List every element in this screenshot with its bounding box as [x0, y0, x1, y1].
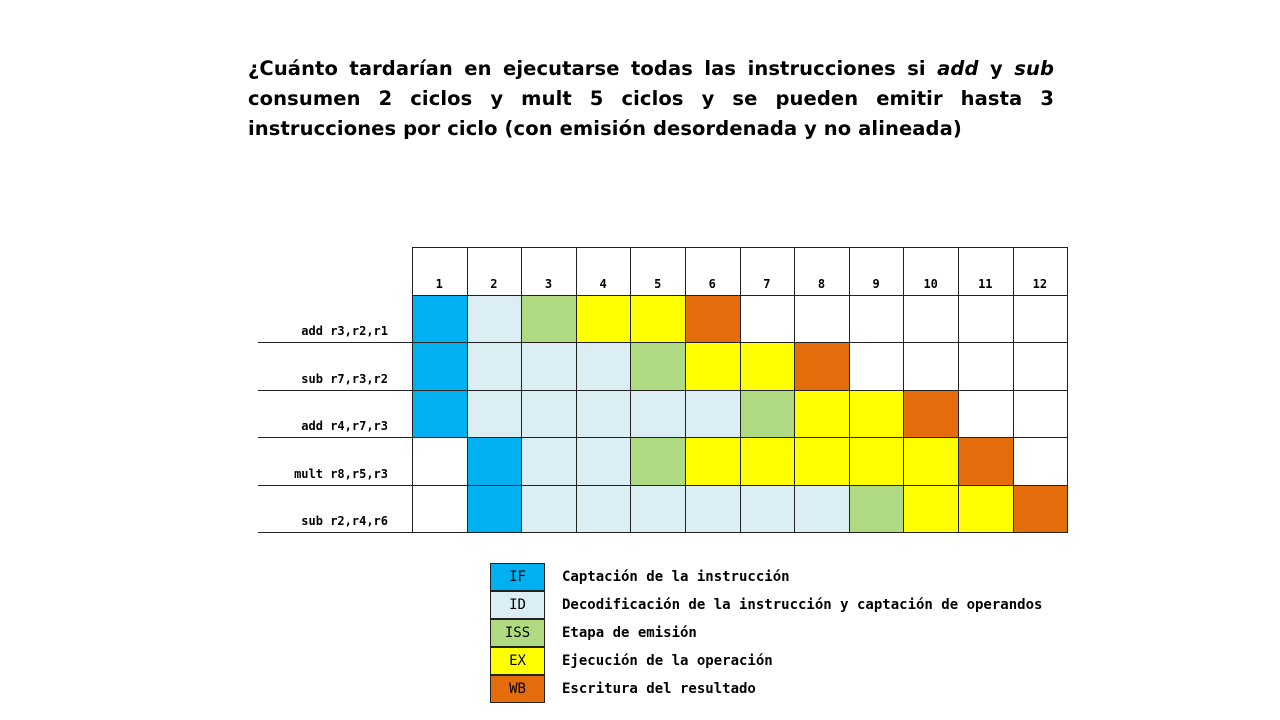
stage-cell-id	[521, 485, 577, 533]
cycle-header-12: 12	[1032, 277, 1048, 291]
stage-cell-id	[740, 485, 796, 533]
stage-cell-ex	[903, 437, 959, 485]
stage-cell-empty	[1013, 390, 1069, 438]
instruction-label: add r3,r2,r1	[301, 324, 388, 339]
stage-cell-id	[467, 342, 523, 390]
legend-swatch-if: IF	[490, 563, 545, 591]
stage-cell-id	[630, 390, 686, 438]
stage-cell-ex	[576, 295, 632, 343]
stage-cell-id	[685, 485, 741, 533]
cycle-header-4: 4	[599, 277, 607, 291]
stage-cell-id	[576, 342, 632, 390]
stage-cell-iss	[849, 485, 905, 533]
stage-cell-ex	[849, 437, 905, 485]
stage-cell-empty	[958, 342, 1014, 390]
stage-cell-ex	[685, 342, 741, 390]
stage-cell-if	[412, 295, 468, 343]
stage-cell-id	[794, 485, 850, 533]
stage-cell-id	[467, 390, 523, 438]
legend-swatch-wb: WB	[490, 675, 545, 703]
stage-cell-iss	[630, 437, 686, 485]
header-grid-line	[1013, 247, 1014, 295]
stage-cell-empty	[958, 390, 1014, 438]
stage-cell-ex	[849, 390, 905, 438]
cycle-header-6: 6	[708, 277, 716, 291]
cycle-header-5: 5	[654, 277, 662, 291]
stage-cell-empty	[740, 295, 796, 343]
legend-description: Ejecución de la operación	[562, 653, 773, 669]
stage-cell-id	[521, 437, 577, 485]
stage-cell-iss	[521, 295, 577, 343]
stage-cell-empty	[958, 295, 1014, 343]
instruction-label: sub r7,r3,r2	[301, 371, 388, 386]
stage-cell-iss	[740, 390, 796, 438]
header-grid-line	[521, 247, 522, 295]
question-part-3: consumen 2 ciclos y mult 5 ciclos y se pueden emitir hasta 3 instrucciones por ciclo (con emisión desordenada y no alineada)	[248, 87, 1054, 140]
header-grid-line	[740, 247, 741, 295]
stage-cell-id	[467, 295, 523, 343]
legend-description: Decodificación de la instrucción y captación de operandos	[562, 597, 1043, 613]
cycle-header-3: 3	[544, 277, 553, 291]
stage-cell-ex	[794, 390, 850, 438]
cycle-header-8: 8	[817, 277, 826, 291]
label-underline	[258, 437, 412, 438]
cycle-header-2: 2	[490, 277, 498, 291]
header-grid-line	[467, 247, 468, 295]
header-grid-line	[576, 247, 577, 295]
stage-cell-wb	[958, 437, 1014, 485]
stage-cell-ex	[630, 295, 686, 343]
legend-swatch-ex: EX	[490, 647, 545, 675]
stage-cell-ex	[903, 485, 959, 533]
label-underline	[258, 390, 412, 391]
instruction-label: mult r8,r5,r3	[294, 466, 388, 481]
header-grid-line	[958, 247, 959, 295]
label-underline	[258, 532, 412, 533]
stage-cell-empty	[1013, 437, 1069, 485]
instruction-label: add r4,r7,r3	[301, 419, 388, 434]
stage-cell-id	[576, 390, 632, 438]
stage-cell-empty	[849, 295, 905, 343]
label-underline	[258, 342, 412, 343]
stage-cell-wb	[1013, 485, 1069, 533]
stage-cell-id	[576, 437, 632, 485]
cycle-header-1: 1	[435, 277, 443, 291]
stage-cell-id	[521, 342, 577, 390]
stage-cell-id	[521, 390, 577, 438]
question-part-2: y	[978, 57, 1015, 80]
legend-swatch-iss: ISS	[490, 619, 545, 647]
question-text	[248, 54, 1054, 144]
legend-description: Escritura del resultado	[562, 681, 756, 697]
cycle-header-9: 9	[872, 277, 880, 291]
stage-cell-if	[467, 437, 523, 485]
stage-cell-empty	[1013, 342, 1069, 390]
question-sub-keyword: sub	[1014, 57, 1055, 80]
stage-cell-wb	[794, 342, 850, 390]
label-underline	[258, 485, 412, 486]
stage-cell-iss	[630, 342, 686, 390]
cycle-header-10: 10	[923, 277, 938, 291]
header-grid-line	[903, 247, 904, 295]
header-grid-line	[1067, 247, 1068, 295]
stage-cell-ex	[740, 437, 796, 485]
stage-cell-empty	[412, 437, 468, 485]
header-grid-line	[794, 247, 795, 295]
stage-cell-empty	[412, 485, 468, 533]
instruction-label: sub r2,r4,r6	[301, 514, 388, 528]
stage-cell-empty	[794, 295, 850, 343]
stage-cell-if	[412, 390, 468, 438]
header-grid-line	[685, 247, 686, 295]
legend-description: Etapa de emisión	[562, 625, 697, 641]
stage-cell-empty	[849, 342, 905, 390]
header-grid-line	[630, 247, 631, 295]
stage-cell-wb	[903, 390, 959, 438]
stage-cell-empty	[903, 295, 959, 343]
stage-cell-wb	[685, 295, 741, 343]
question-part-1: ¿Cuánto tardarían en ejecutarse todas las instrucciones si	[248, 57, 938, 80]
stage-cell-ex	[958, 485, 1014, 533]
cycle-header-11: 11	[978, 277, 993, 291]
legend-description: Captación de la instrucción	[562, 569, 790, 585]
header-grid-line	[849, 247, 850, 295]
stage-cell-if	[467, 485, 523, 533]
stage-cell-empty	[903, 342, 959, 390]
stage-cell-if	[412, 342, 468, 390]
stage-cell-empty	[1013, 295, 1069, 343]
cycle-header-7: 7	[763, 277, 771, 291]
stage-cell-id	[576, 485, 632, 533]
stage-cell-ex	[685, 437, 741, 485]
header-grid-line	[412, 247, 413, 295]
stage-cell-ex	[740, 342, 796, 390]
stage-cell-id	[685, 390, 741, 438]
question-add-keyword: add	[937, 57, 979, 80]
stage-cell-ex	[794, 437, 850, 485]
header-top-line	[412, 247, 1067, 248]
stage-cell-id	[630, 485, 686, 533]
legend-swatch-id: ID	[490, 591, 545, 619]
